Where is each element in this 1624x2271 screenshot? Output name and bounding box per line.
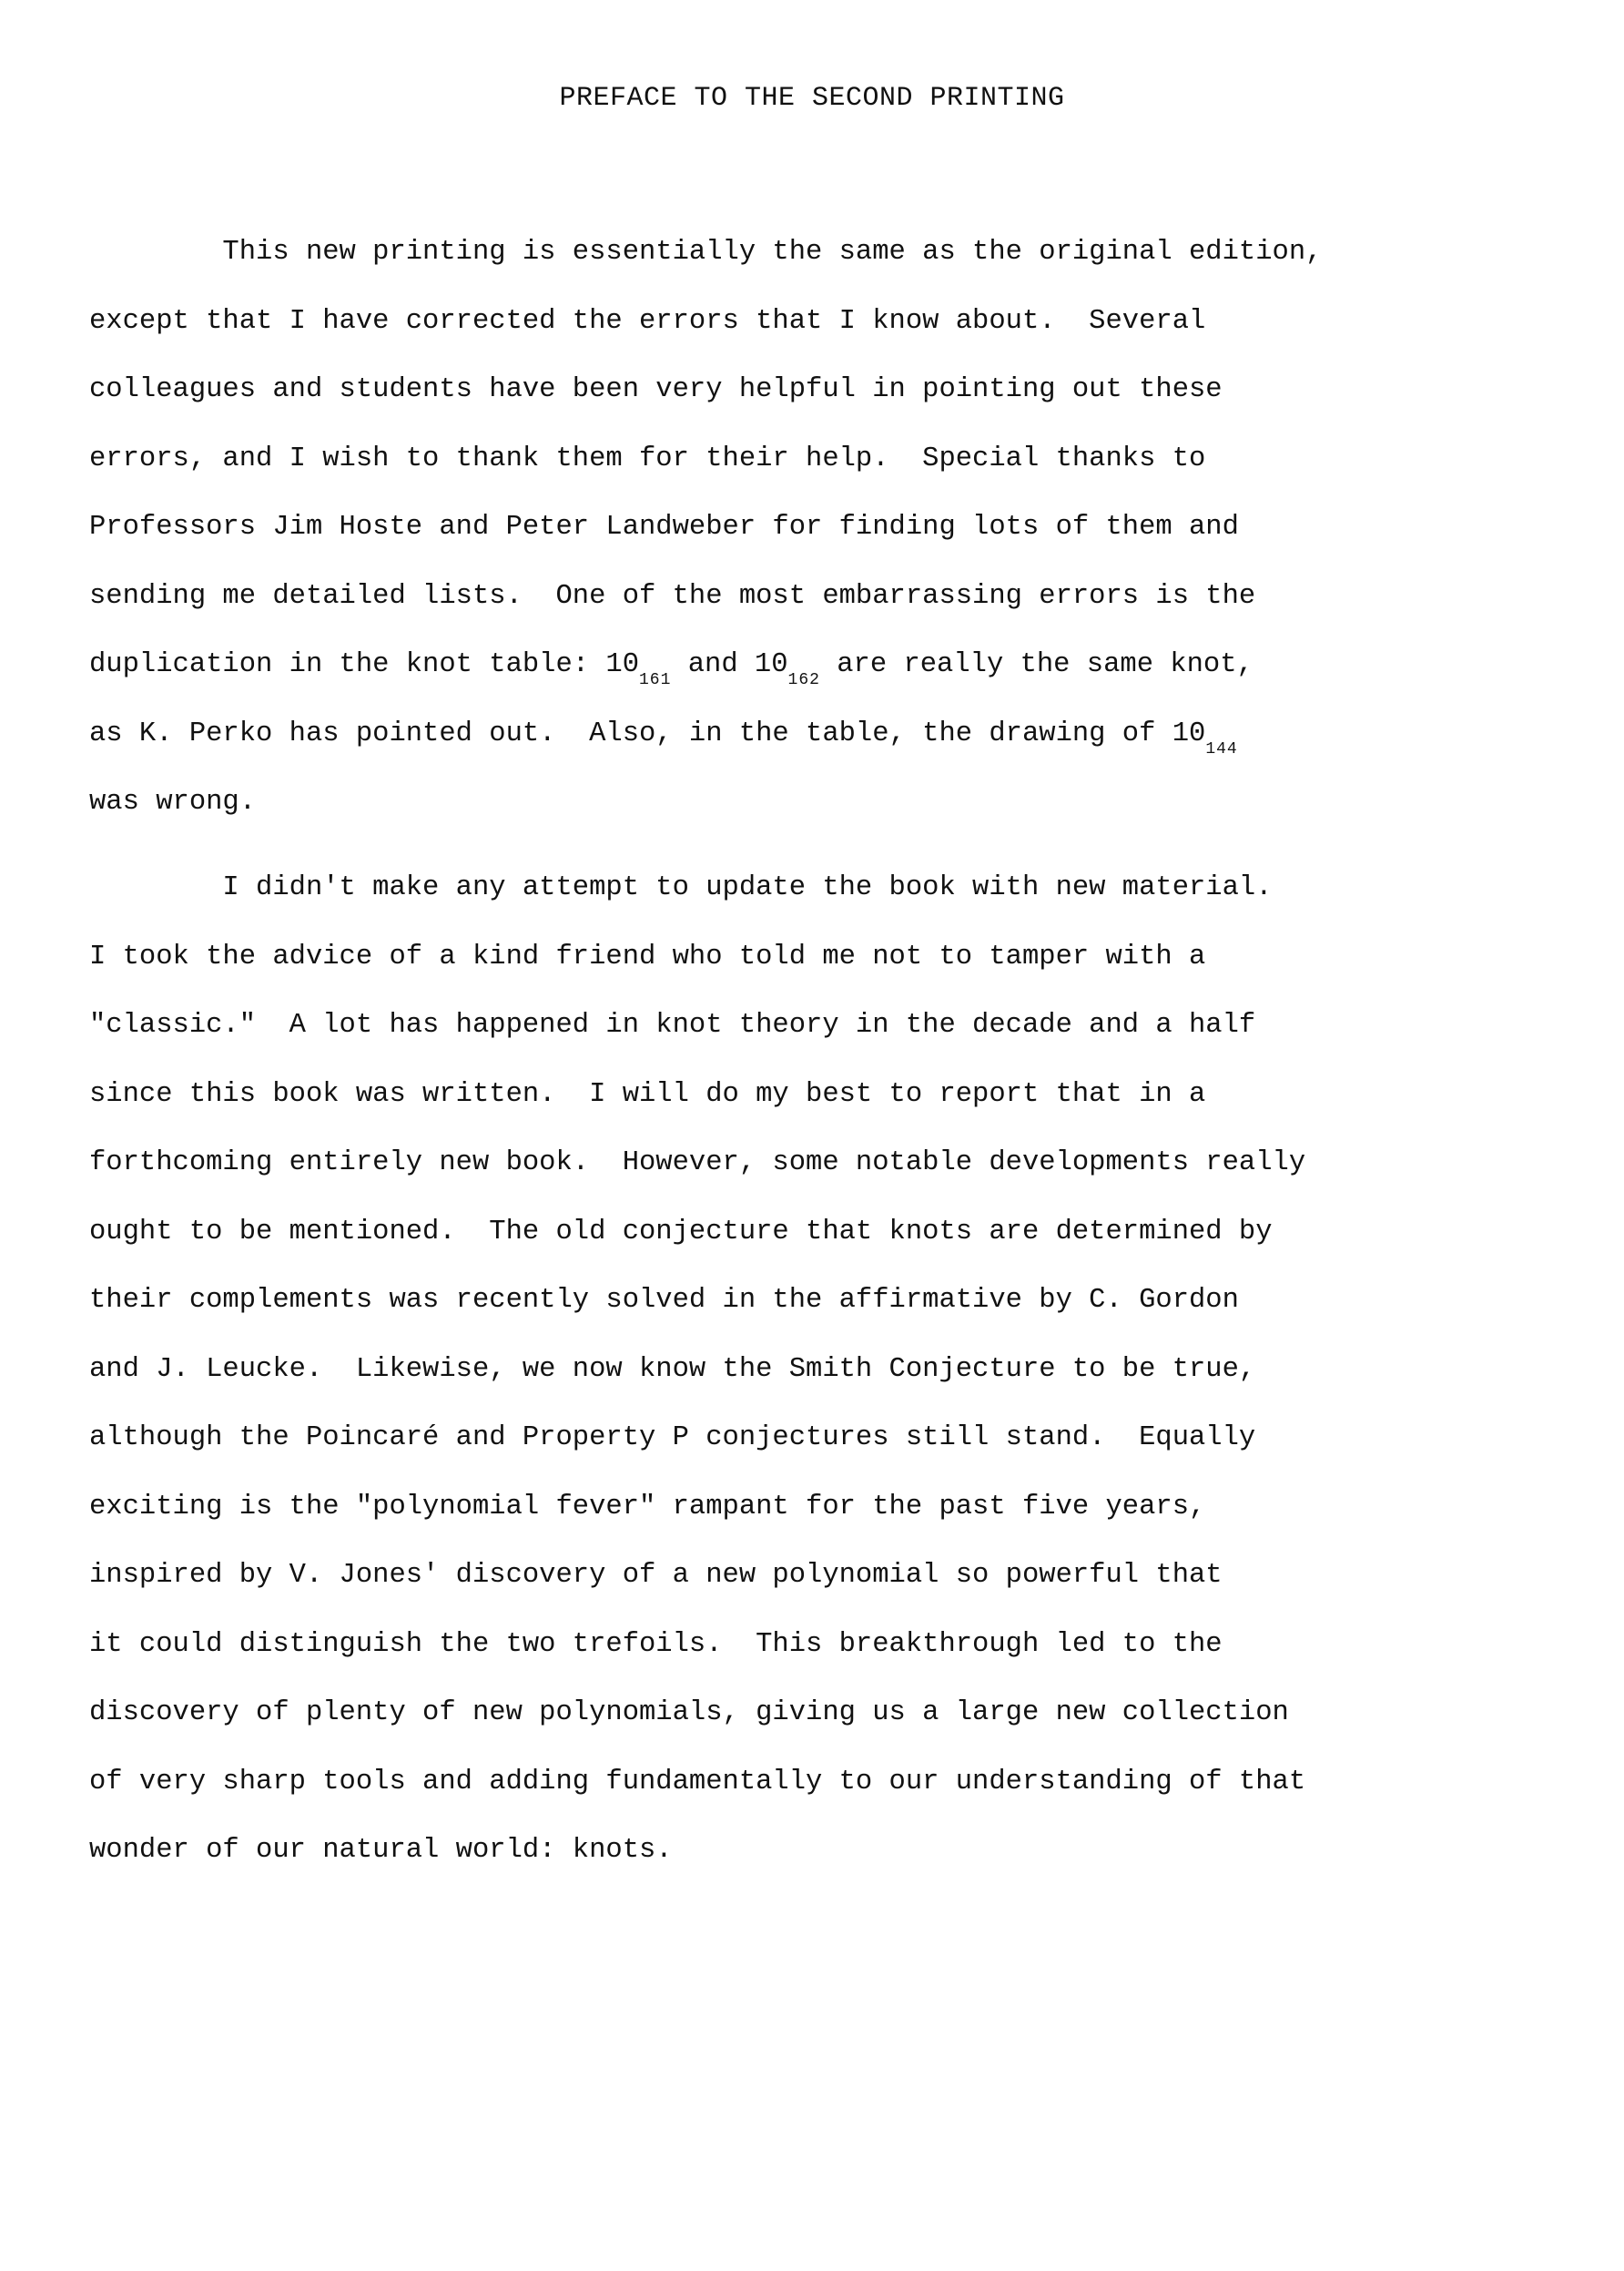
text-line: inspired by V. Jones' discovery of a new polynomial so powerful that	[89, 1560, 1223, 1591]
text-line: exciting is the "polynomial fever" rampant for the past five years,	[89, 1491, 1206, 1522]
text-line: since this book was written. I will do my best to report that in a	[89, 1078, 1206, 1110]
text-line: was wrong.	[89, 787, 257, 818]
text-line: Professors Jim Hoste and Peter Landweber for finding lots of them and	[89, 512, 1239, 543]
text-line: I took the advice of a kind friend who told me not to tamper with a	[89, 941, 1206, 973]
text-segment: are really the same knot,	[819, 649, 1254, 680]
knot-subscript: 144	[1205, 739, 1238, 759]
knot-subscript: 161	[639, 671, 672, 689]
text-segment: and 10	[671, 649, 788, 680]
text-line: forthcoming entirely new book. However, some notable developments really	[89, 1147, 1306, 1178]
text-line: "classic." A lot has happened in knot theory in the decade and a half	[89, 1010, 1256, 1041]
text-line: except that I have corrected the errors that I know about. Several	[89, 305, 1206, 337]
knot-subscript: 162	[787, 671, 820, 689]
text-segment: as K. Perko has pointed out. Also, in the table, the drawing of 10	[89, 718, 1206, 749]
text-line: colleagues and students have been very helpful in pointing out these	[89, 374, 1223, 405]
text-line: I didn't make any attempt to update the book with new material.	[89, 872, 1273, 903]
text-line: and J. Leucke. Likewise, we now know the Smith Conjecture to be true,	[89, 1353, 1256, 1385]
text-line: ought to be mentioned. The old conjecture that knots are determined by	[89, 1216, 1273, 1248]
text-line: their complements was recently solved in the affirmative by C. Gordon	[89, 1285, 1239, 1316]
page-title: PREFACE TO THE SECOND PRINTING	[559, 83, 1065, 114]
text-line: wonder of our natural world: knots.	[89, 1835, 673, 1866]
paragraph-1	[89, 219, 1364, 838]
text-line: errors, and I wish to thank them for their help. Special thanks to	[89, 443, 1206, 474]
text-line: although the Poincaré and Property P conjectures still stand. Equally	[89, 1422, 1256, 1453]
text-line: This new printing is essentially the same as the original edition,	[89, 237, 1323, 268]
paragraph-2	[89, 854, 1364, 1886]
text-line	[89, 700, 1364, 769]
text-line: of very sharp tools and adding fundamentally to our understanding of that	[89, 1766, 1306, 1797]
text-line: sending me detailed lists. One of the most embarrassing errors is the	[89, 580, 1256, 612]
text-line: it could distinguish the two trefoils. This breakthrough led to the	[89, 1628, 1223, 1660]
text-segment: duplication in the knot table: 10	[89, 649, 639, 680]
text-line	[89, 631, 1364, 700]
text-line: discovery of plenty of new polynomials, giving us a large new collection	[89, 1697, 1289, 1728]
